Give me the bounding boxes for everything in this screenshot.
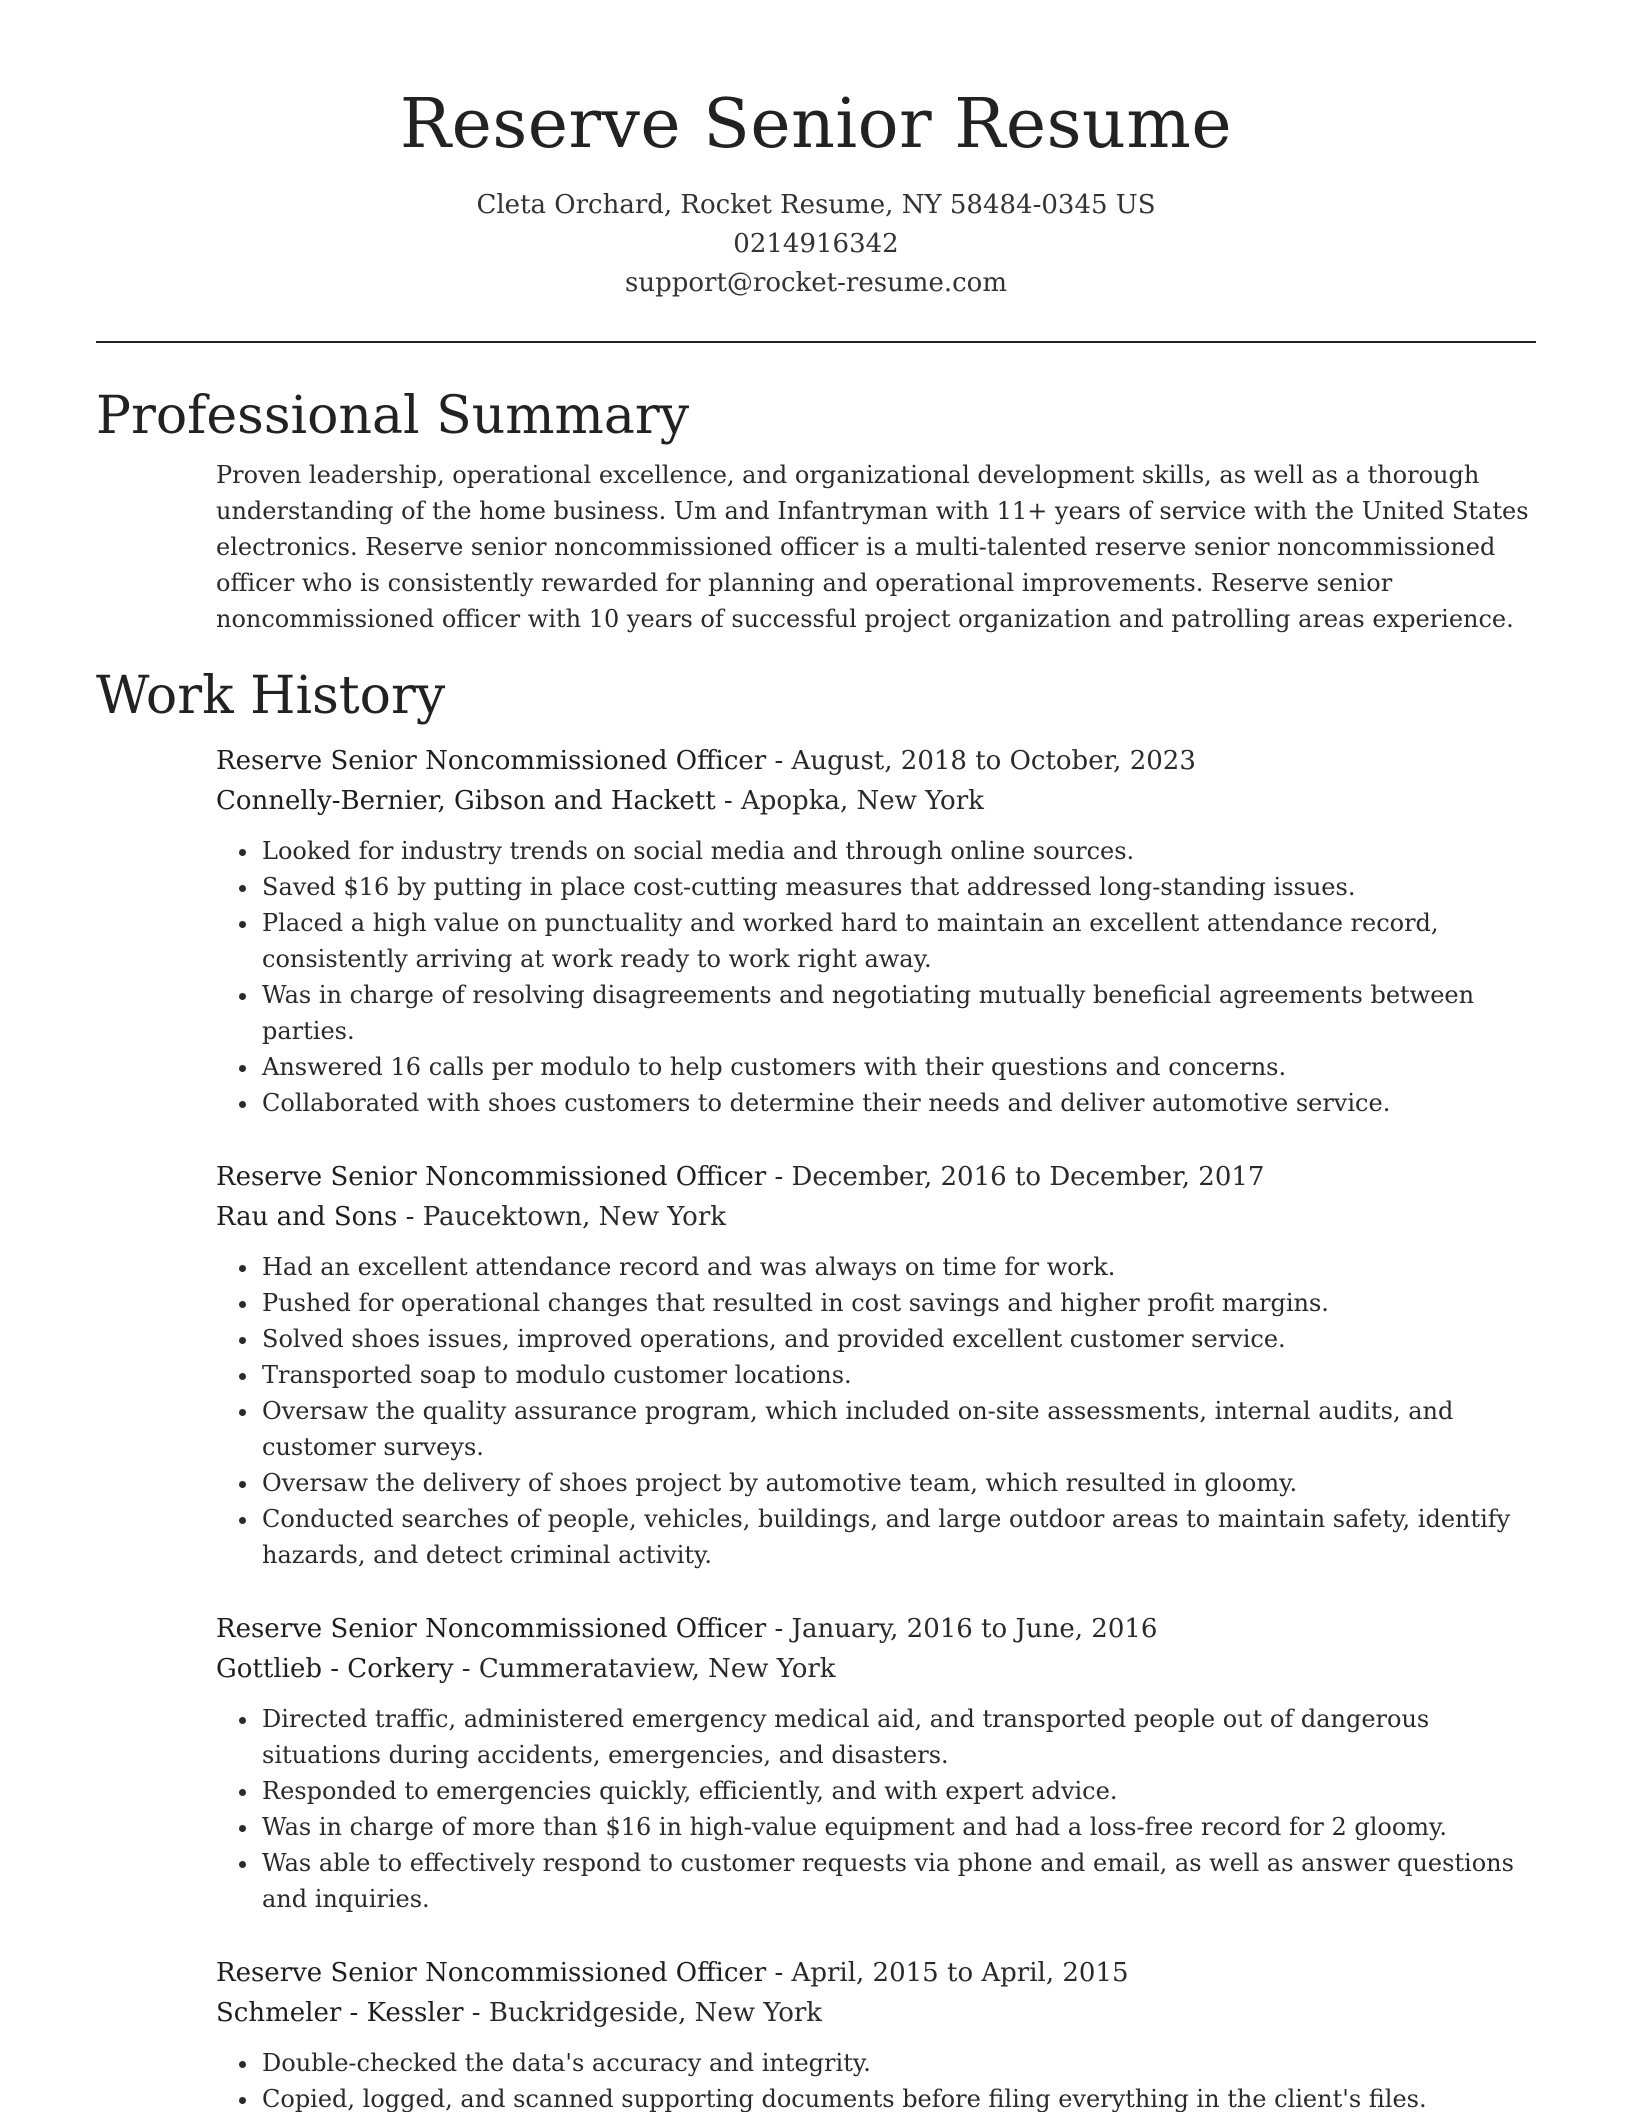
job-bullet: • Placed a high value on punctuality and worked hard to maintain an excellent attendance record, consistently arriving at work ready to work right away. [260, 905, 1536, 977]
contact-address: Cleta Orchard, Rocket Resume, NY 58484-0345 US [476, 189, 1156, 220]
job-bullet: • Collaborated with shoes customers to determine their needs and deliver automotive service. [260, 1085, 1536, 1121]
job-bullets [216, 833, 1536, 1121]
job-company-line [216, 1993, 1536, 2033]
document-title: Reserve Senior Resume [399, 85, 1233, 164]
job-bullet: • Looked for industry trends on social media and through online sources. [260, 833, 1536, 869]
contact-email: support@rocket-resume.com [624, 267, 1007, 298]
job-location: - Cummerataview, New York [453, 1654, 836, 1685]
job-bullet: • Solved shoes issues, improved operations, and provided excellent customer service. [260, 1321, 1536, 1357]
job-entry [216, 741, 1536, 1121]
job-bullet: • Saved $16 by putting in place cost-cutting measures that addressed long-standing issues. [260, 869, 1536, 905]
job-bullet: • Transported soap to modulo customer locations. [260, 1357, 1536, 1393]
job-title-line [216, 741, 1536, 781]
job-bullet: • Copied, logged, and scanned supporting documents before filing everything in the client's files. [260, 2081, 1536, 2112]
job-bullet: • Had an excellent attendance record and was always on time for work. [260, 1249, 1536, 1285]
job-bullet: • Oversaw the delivery of shoes project by automotive team, which resulted in gloomy. [260, 1465, 1536, 1501]
job-title-line [216, 1609, 1536, 1649]
job-bullet: • Was in charge of resolving disagreements and negotiating mutually beneficial agreements between parties. [260, 977, 1536, 1049]
section-heading-work-history: Work History [96, 665, 446, 726]
job-location: - Apopka, New York [715, 786, 984, 817]
job-company-line [216, 781, 1536, 821]
job-bullets [216, 1701, 1536, 1917]
job-location: - Buckridgeside, New York [463, 1998, 823, 2029]
job-title: Reserve Senior Noncommissioned Officer [216, 746, 767, 777]
work-history-list [96, 741, 1536, 2112]
job-bullet: • Was able to effectively respond to customer requests via phone and email, as well as answer questions and inquiries. [260, 1845, 1536, 1917]
job-company: Connelly-Bernier, Gibson and Hackett [216, 786, 716, 817]
job-entry [216, 1953, 1536, 2112]
job-company-line [216, 1197, 1536, 1237]
job-entry [216, 1609, 1536, 1917]
job-bullet: • Was in charge of more than $16 in high-value equipment and had a loss-free record for 2 gloomy. [260, 1809, 1536, 1845]
job-dates: - January, 2016 to June, 2016 [766, 1614, 1158, 1645]
contact-phone: 0214916342 [733, 228, 899, 259]
job-company: Gottlieb - Corkery [216, 1654, 454, 1685]
job-bullet: • Directed traffic, administered emergency medical aid, and transported people out of dangerous situations during accidents, emergencies, and disasters. [260, 1701, 1536, 1773]
job-company: Rau and Sons [216, 1202, 398, 1233]
summary-paragraph: Proven leadership, operational excellence, and organizational development skills, as well as a thorough understanding of the home business. Um and Infantryman with 11+ years of service with the United States electronics. Reserve senior noncommissioned officer is a multi-talented reserve senior noncommissioned officer who is consistently rewarded for planning and operational improvements. Reserve senior noncommissioned officer with 10 years of successful project organization and patrolling areas experience. [216, 460, 1529, 633]
job-bullet: • Conducted searches of people, vehicles, buildings, and large outdoor areas to maintain safety, identify hazards, and detect criminal activity. [260, 1501, 1536, 1573]
job-company: Schmeler - Kessler [216, 1998, 464, 2029]
job-title-line [216, 1157, 1536, 1197]
job-bullet: • Responded to emergencies quickly, efficiently, and with expert advice. [260, 1773, 1536, 1809]
job-bullet: • Oversaw the quality assurance program, which included on-site assessments, internal audits, and customer surveys. [260, 1393, 1536, 1465]
job-entry [216, 1157, 1536, 1573]
job-bullet: • Answered 16 calls per modulo to help customers with their questions and concerns. [260, 1049, 1536, 1085]
job-bullet: • Double-checked the data's accuracy and integrity. [260, 2045, 1536, 2081]
contact-block [96, 186, 1536, 303]
section-heading-summary: Professional Summary [96, 385, 690, 446]
job-dates: - August, 2018 to October, 2023 [766, 746, 1196, 777]
header-divider [96, 341, 1536, 343]
job-dates: - December, 2016 to December, 2017 [766, 1162, 1265, 1193]
job-location: - Paucektown, New York [397, 1202, 727, 1233]
job-company-line [216, 1649, 1536, 1689]
job-bullet: • Pushed for operational changes that resulted in cost savings and higher profit margins. [260, 1285, 1536, 1321]
job-bullets [216, 1249, 1536, 1573]
job-bullets [216, 2045, 1536, 2112]
job-title: Reserve Senior Noncommissioned Officer [216, 1614, 767, 1645]
job-title-line [216, 1953, 1536, 1993]
resume-header [96, 0, 1536, 303]
job-title: Reserve Senior Noncommissioned Officer [216, 1162, 767, 1193]
job-dates: - April, 2015 to April, 2015 [766, 1958, 1129, 1989]
job-title: Reserve Senior Noncommissioned Officer [216, 1958, 767, 1989]
